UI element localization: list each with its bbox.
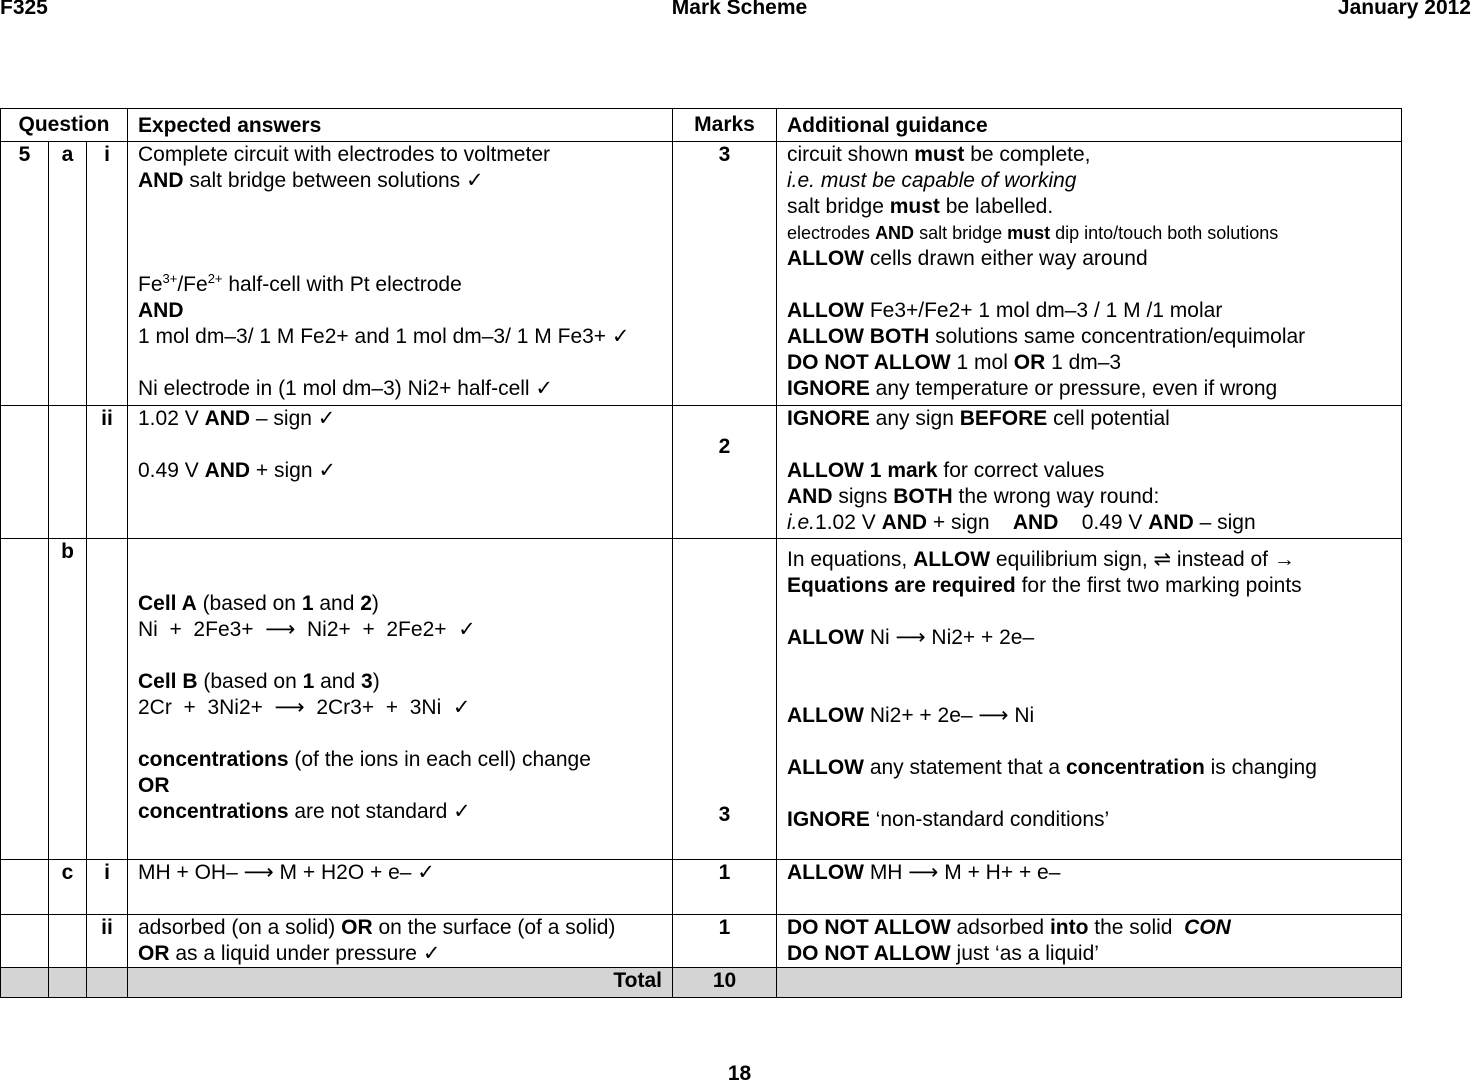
paper-code: F325 [0, 0, 48, 19]
table-row [1, 539, 1402, 860]
equation: 2Cr + 3Ni2+ ⟶ 2Cr3+ + 3Ni ✓ [138, 696, 471, 719]
table-row [1, 860, 1402, 915]
expected-answer: Cell A (based on 1 and 2) Ni + 2Fe3+ ⟶ Ni2+ + 2Fe2+ ✓ Cell B (based on 1 and 3) 2Cr + 3Ni2+ ⟶ 2Cr3+ + 3Ni ✓ concentrations (of the ions in each cell) change OR concentrations are not standard ✓ [128, 539, 673, 860]
question-number: 5 [18, 143, 31, 166]
total-row [1, 968, 1402, 998]
answer-line: Complete circuit with electrodes to voltmeter [138, 143, 550, 166]
marks-value: 3 [718, 143, 731, 166]
question-part: a [61, 143, 74, 166]
marks-value: 3 [718, 803, 731, 826]
col-additional-guidance: Additional guidance [777, 109, 1402, 142]
answer-line: $Fe^{3+}/Fe^{2+}$ half-cell with Pt electrode [138, 271, 462, 296]
table-header-row [1, 109, 1402, 142]
guidance: In equations, ALLOW equilibrium sign, ⇌ instead of → Equations are required for the first two marking points ALLOW Ni ⟶ Ni2+ + 2e– ALLOW Ni2+ + 2e– ⟶ Ni ALLOW any statement that a concentration is changing IGNORE ‘non-standard conditions’ [777, 539, 1402, 860]
total-label: Total [128, 968, 673, 998]
question-subpart: ii [101, 407, 113, 430]
expected-answer: 1.02 V AND – sign ✓ 0.49 V AND + sign ✓ [128, 406, 673, 539]
expected-answer [128, 142, 673, 406]
guidance: circuit shown must be complete, i.e. must be capable of working salt bridge must be labelled. electrodes AND salt bridge must dip into/touch both solutions ALLOW cells drawn either way around ALLOW Fe3+/Fe2+ 1 mol dm–3 / 1 M /1 molar ALLOW BOTH solutions same concentration/equimolar DO NOT ALLOW 1 mol OR 1 dm–3 IGNORE any temperature or pressure, even if wrong [777, 142, 1402, 406]
question-subpart: ii [101, 916, 113, 939]
question-subpart: i [104, 861, 110, 884]
total-value: 10 [673, 968, 777, 998]
table-row [1, 406, 1402, 539]
guidance: ALLOW MH ⟶ M + H+ + e– [777, 860, 1402, 915]
page-number: 18 [727, 1062, 752, 1085]
table-row [1, 915, 1402, 968]
exam-date: January 2012 [1337, 0, 1471, 19]
expected-answer [128, 860, 673, 915]
answer-line: Ni electrode in (1 mol dm–3) Ni2+ half-cell ✓ [138, 377, 554, 400]
equation: Ni + 2Fe3+ ⟶ Ni2+ + 2Fe2+ ✓ [138, 618, 476, 641]
question-subpart: i [104, 143, 110, 166]
expected-answer: adsorbed (on a solid) OR on the surface (of a solid) OR as a liquid under pressure ✓ [128, 915, 673, 968]
answer-line: AND [138, 299, 184, 322]
question-part: c [61, 861, 74, 884]
guidance: IGNORE any sign BEFORE cell potential ALLOW 1 mark for correct values AND signs BOTH the wrong way round: i.e.1.02 V AND + sign AND 0.49 V AND – sign [777, 406, 1402, 539]
marks-value: 2 [718, 435, 731, 458]
equation: MH + OH– ⟶ M + H2O + e– ✓ [138, 861, 435, 884]
col-expected-answers: Expected answers [128, 109, 673, 142]
question-part: b [61, 540, 74, 563]
marks-value: 1 [718, 916, 731, 939]
answer-line: AND salt bridge between solutions ✓ [138, 169, 484, 192]
document-title: Mark Scheme [671, 0, 808, 19]
col-marks: Marks [673, 109, 777, 142]
marks-value: 1 [718, 861, 731, 884]
mark-scheme-table [0, 108, 1402, 998]
answer-line: 1 mol dm–3/ 1 M Fe2+ and 1 mol dm–3/ 1 M Fe3+ ✓ [138, 325, 630, 348]
table-row [1, 142, 1402, 406]
col-question: Question [1, 109, 128, 142]
guidance: DO NOT ALLOW adsorbed into the solid CON DO NOT ALLOW just ‘as a liquid’ [777, 915, 1402, 968]
